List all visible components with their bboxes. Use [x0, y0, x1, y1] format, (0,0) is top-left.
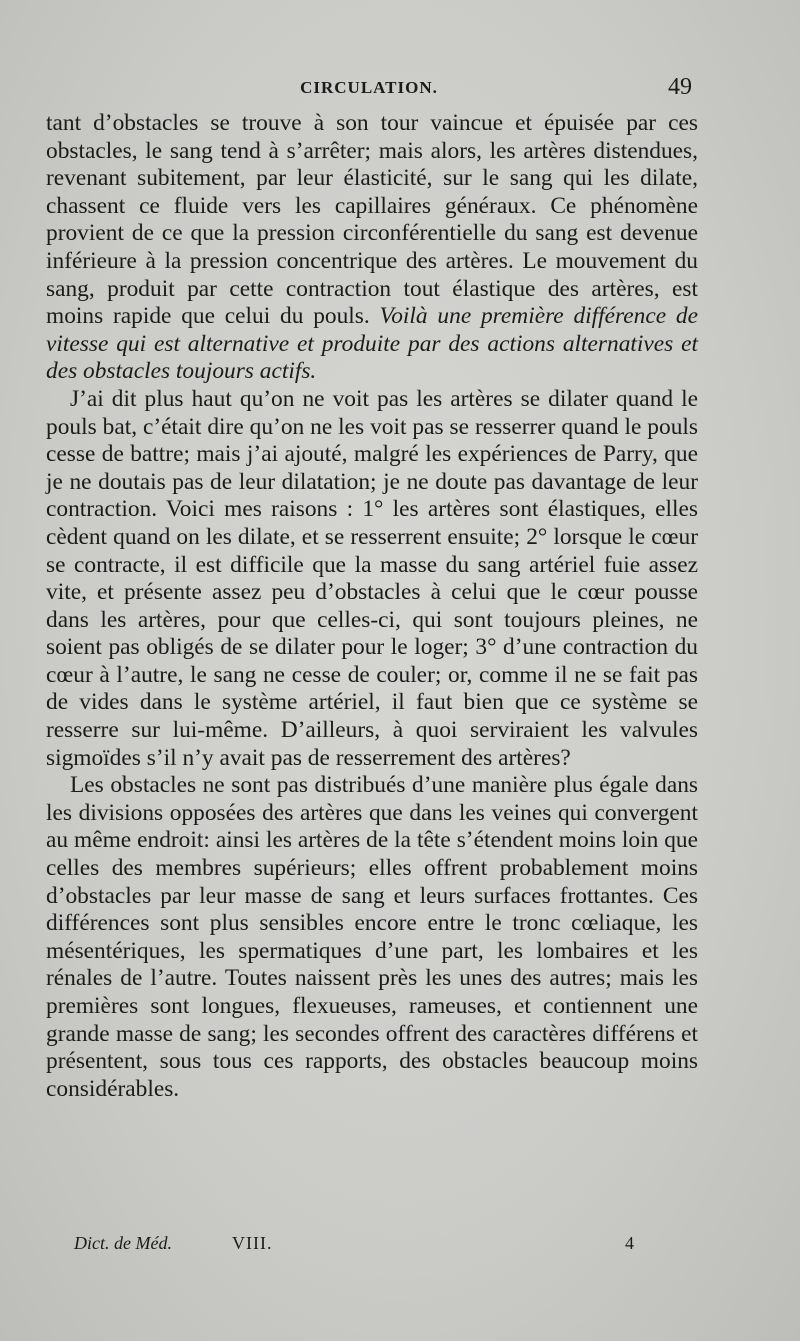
paragraph-1 — [46, 110, 698, 386]
running-title: CIRCULATION. — [300, 78, 438, 97]
running-head — [46, 74, 692, 104]
footer-reference: Dict. de Méd. — [74, 1233, 172, 1253]
paragraph-text: Les obstacles ne sont pas distribués d’une manière plus égale dans les divisions opposées des artères que dans les veines qui convergent au même endroit: ainsi les artères de la tête s’étendent moins loin que celles des membres supérieurs; elles offrent probablement moins d’obstacles par leur masse de sang et leurs surfaces frottantes. Ces différences sont plus sensibles encore entre le tronc cœliaque, les mésentériques, les spermatiques d’une part, les lombaires et les rénales de l’autre. Toutes naissent près les unes des autres; mais les premières sont longues, flexueuses, rameuses, et contiennent une grande masse de sang; les secondes offrent des caractères différens et présentent, sous tous ces rapports, des obstacles beaucoup moins considérables. — [46, 772, 698, 1102]
body-text — [46, 110, 698, 1103]
paragraph-2 — [46, 386, 698, 772]
footer-volume: VIII. — [232, 1233, 273, 1253]
footer-signature: 4 — [625, 1233, 634, 1253]
paragraph-text: J’ai dit plus haut qu’on ne voit pas les artères se dilater quand le pouls bat, c’était dire qu’on ne les voit pas se resserrer quand le pouls cesse de battre; mais j’ai ajouté, malgré les expériences de Parry, que je ne doutais pas de leur dilatation; je ne doute pas davantage de leur contraction. Voici mes raisons : 1° les artères sont élastiques, elles cèdent quand on les dilate, et se resserrent ensuite; 2° lorsque le cœur se contracte, il est difficile que la masse du sang artériel fuie assez vite, et présente assez peu d’obstacles à celui que le cœur pousse dans les artères, pour que celles-ci, qui sont toujours pleines, ne soient pas obligés de se dilater pour le loger; 3° d’une contraction du cœur à l’autre, le sang ne cesse de couler; or, comme il ne se fait pas de vides dans le système artériel, il faut bien que ce système se resserre sur lui-même. D’ailleurs, à quoi serviraient les valvules sigmoïdes s’il n’y avait pas de resserrement des artères? — [46, 385, 698, 771]
paragraph-text: tant d’obstacles se trouve à son tour vaincue et épuisée par ces obstacles, le sang tend à s’arrêter; mais alors, les artères distendues, revenant subitement, par leur élasticité, sur le sang qui les dilate, chassent ce fluide vers les capillaires généraux. Ce phénomène provient de ce que la pression circonférentielle du sang est devenue inférieure à la pression concentrique des artères. Le mouvement du sang, produit par cette contraction tout élastique des artères, est moins rapide que celui du pouls. — [46, 110, 698, 330]
paragraph-3 — [46, 772, 698, 1103]
page-footer — [74, 1233, 634, 1261]
page-number: 49 — [668, 74, 692, 100]
italic-passage: Voilà une première différence de vitesse qui est alternative et produite par des actions alternatives et des obstacles toujours actifs. — [46, 303, 698, 385]
